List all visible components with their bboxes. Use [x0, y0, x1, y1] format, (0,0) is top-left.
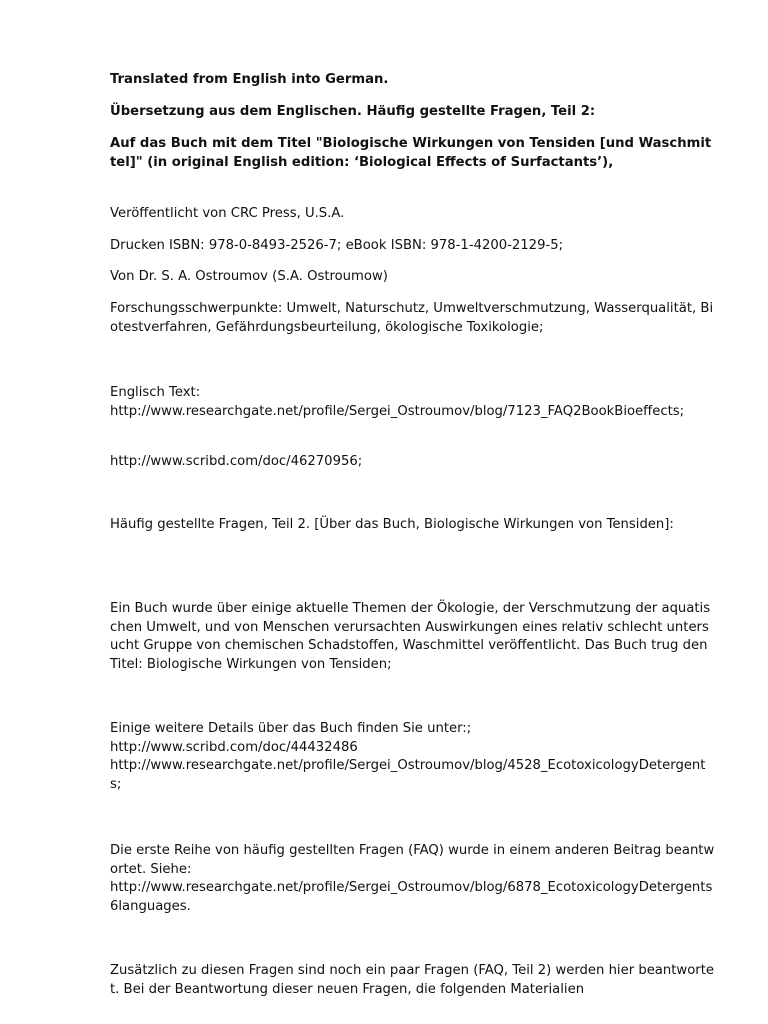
book-summary-paragraph: Ein Buch wurde über einige aktuelle Themen der Ökologie, der Verschmutzung der aquatischen Umwelt, und von Menschen verursachten Auswirkungen eines relativ schlecht untersucht Gruppe von chemischen Schadstoffen, Waschmittel veröffentlicht. Das Buch trug den Titel: Biologische Wirkungen von Tensiden;	[110, 601, 711, 672]
additional-faq-paragraph: Zusätzlich zu diesen Fragen sind noch ein paar Fragen (FAQ, Teil 2) werden hier beantwortet. Bei der Beantwortung dieser neuen Fragen, die folgenden Materialien	[110, 963, 714, 997]
translation-note: Translated from English into German.	[110, 72, 389, 87]
isbn-line: Drucken ISBN: 978-0-8493-2526-7; eBook ISBN: 978-1-4200-2129-5;	[110, 238, 564, 253]
english-text-links: Englisch Text: http://www.researchgate.net/profile/Sergei_Ostroumov/blog/7123_FAQ2BookBioeffects;	[110, 385, 685, 419]
publisher-line: Veröffentlicht von CRC Press, U.S.A.	[110, 206, 345, 221]
research-focus-paragraph: Forschungsschwerpunkte: Umwelt, Naturschutz, Umweltverschmutzung, Wasserqualität, Biotestverfahren, Gefährdungsbeurteilung, ökologische Toxikologie;	[110, 301, 714, 335]
book-title-paragraph: Auf das Buch mit dem Titel "Biologische Wirkungen von Tensiden [und Waschmittel]" (in original English edition: ‘Biological Effects of Surfactants’),	[110, 136, 712, 170]
scribd-link: http://www.scribd.com/doc/46270956;	[110, 454, 363, 469]
details-links-paragraph: Einige weitere Details über das Buch finden Sie unter:; http://www.scribd.com/doc/44432486 http://www.researchgate.net/profile/Sergei_Ostroumov/blog/4528_EcotoxicologyDetergents;	[110, 721, 706, 792]
document-heading: Übersetzung aus dem Englischen. Häufig gestellte Fragen, Teil 2:	[110, 104, 596, 119]
faq-part2-heading: Häufig gestellte Fragen, Teil 2. [Über das Buch, Biologische Wirkungen von Tensiden]:	[110, 517, 674, 532]
author-line: Von Dr. S. A. Ostroumov (S.A. Ostroumow)	[110, 269, 388, 284]
first-faq-paragraph: Die erste Reihe von häufig gestellten Fragen (FAQ) wurde in einem anderen Beitrag beantwortet. Siehe: http://www.researchgate.net/profile/Sergei_Ostroumov/blog/6878_EcotoxicologyDetergents6languages.	[110, 843, 715, 914]
